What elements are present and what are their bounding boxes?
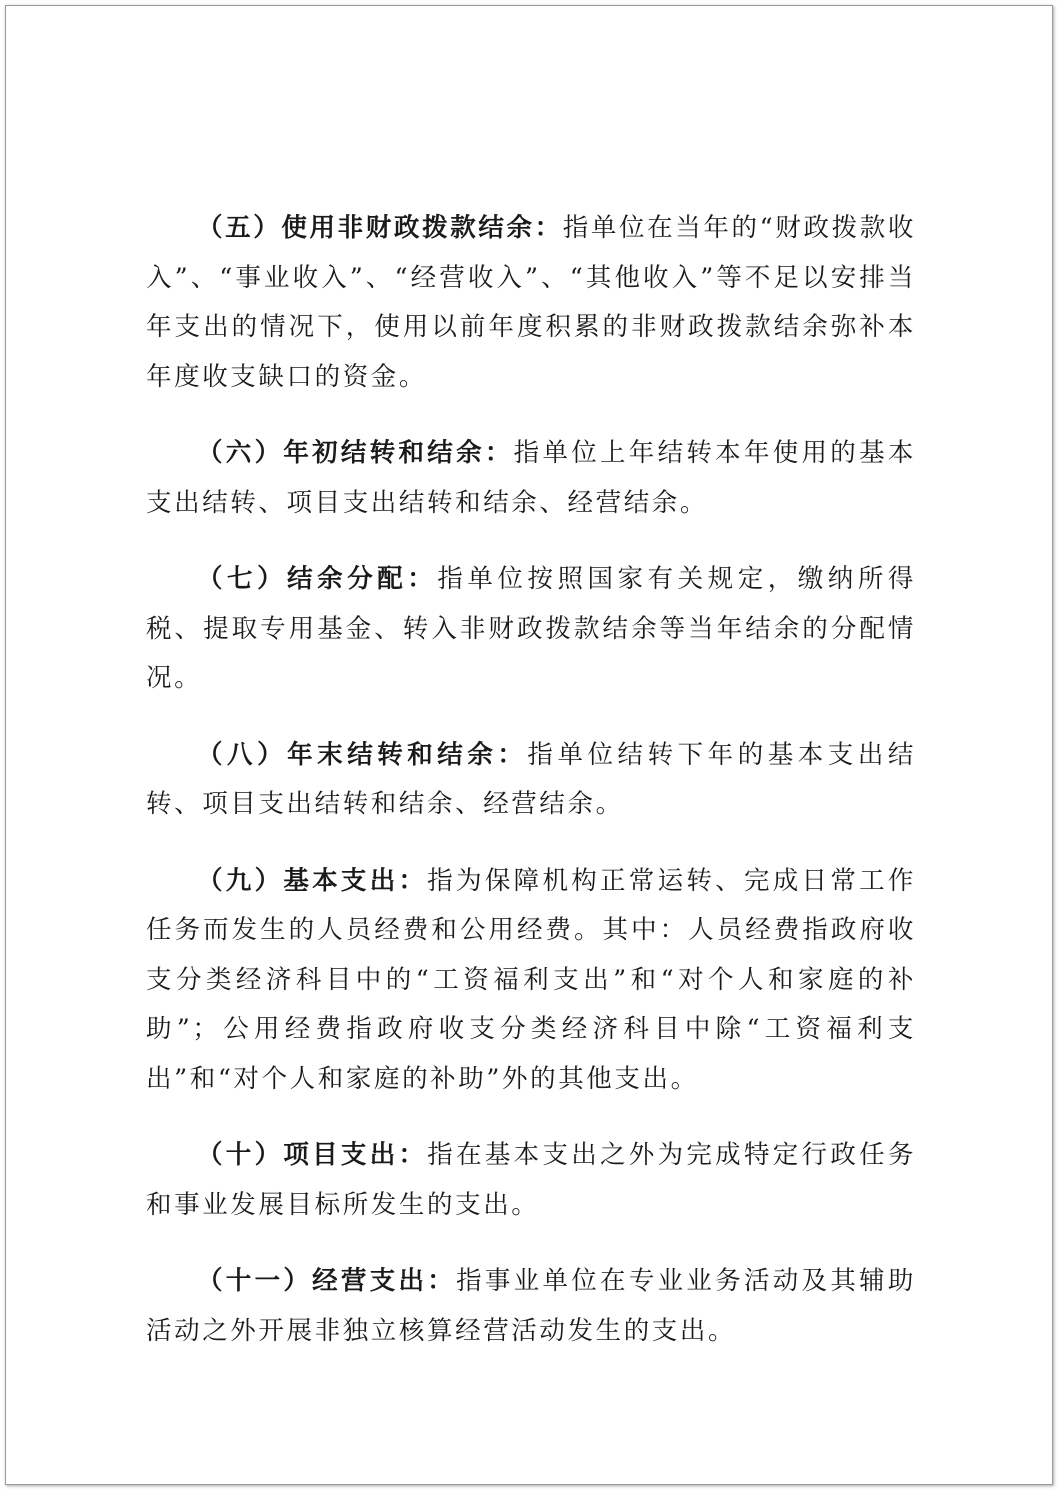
paragraph-term: （九）基本支出： [197, 865, 428, 896]
document-body [146, 204, 916, 1383]
paragraph-item-9 [146, 857, 916, 1105]
paragraph-item-7 [146, 555, 916, 704]
paragraph-term: （六）年初结转和结余： [197, 438, 514, 468]
paragraph-item-11 [146, 1257, 916, 1356]
paragraph-text: 指事业单位在专业业务活动及其辅助活动之外开展非独立核算经营活动发生的支出。 [146, 1266, 916, 1346]
paragraph-text: 指为保障机构正常运转、完成日常工作任务而发生的人员经费和公用经费。其中：人员经费指政府收支分类经济科目中的“工资福利支出”和“对个人和家庭的补助”；公用经费指政府收支分类经济科目中除“工资福利支出”和“对个人和家庭的补助”外的其他支出。 [146, 865, 916, 1094]
paragraph-text: 指在基本支出之外为完成特定行政任务和事业发展目标所发生的支出。 [146, 1140, 916, 1220]
paragraph-text: 指单位上年结转本年使用的基本支出结转、项目支出结转和结余、经营结余。 [146, 438, 916, 518]
paragraph-text: 指单位在当年的“财政拨款收入”、“事业收入”、“经营收入”、“其他收入”等不足以安排当年支出的情况下，使用以前年度积累的非财政拨款结余弥补本年度收支缺口的资金。 [146, 213, 916, 392]
paragraph-term: （八）年末结转和结余： [197, 739, 528, 770]
paragraph-term: （十一）经营支出： [197, 1266, 457, 1296]
paragraph-text: 指单位按照国家有关规定，缴纳所得税、提取专用基金、转入非财政拨款结余等当年结余的分配情况。 [146, 564, 916, 693]
paragraph-item-6 [146, 429, 916, 528]
paragraph-term: （十）项目支出： [197, 1140, 428, 1170]
paragraph-term: （五）使用非财政拨款结余： [197, 213, 563, 243]
paragraph-item-8 [146, 731, 916, 830]
paragraph-term: （七）结余分配： [197, 564, 438, 594]
paragraph-item-5 [146, 204, 916, 402]
paragraph-text: 指单位结转下年的基本支出结转、项目支出结转和结余、经营结余。 [146, 739, 916, 819]
document-page [5, 5, 1053, 1485]
paragraph-item-10 [146, 1131, 916, 1230]
